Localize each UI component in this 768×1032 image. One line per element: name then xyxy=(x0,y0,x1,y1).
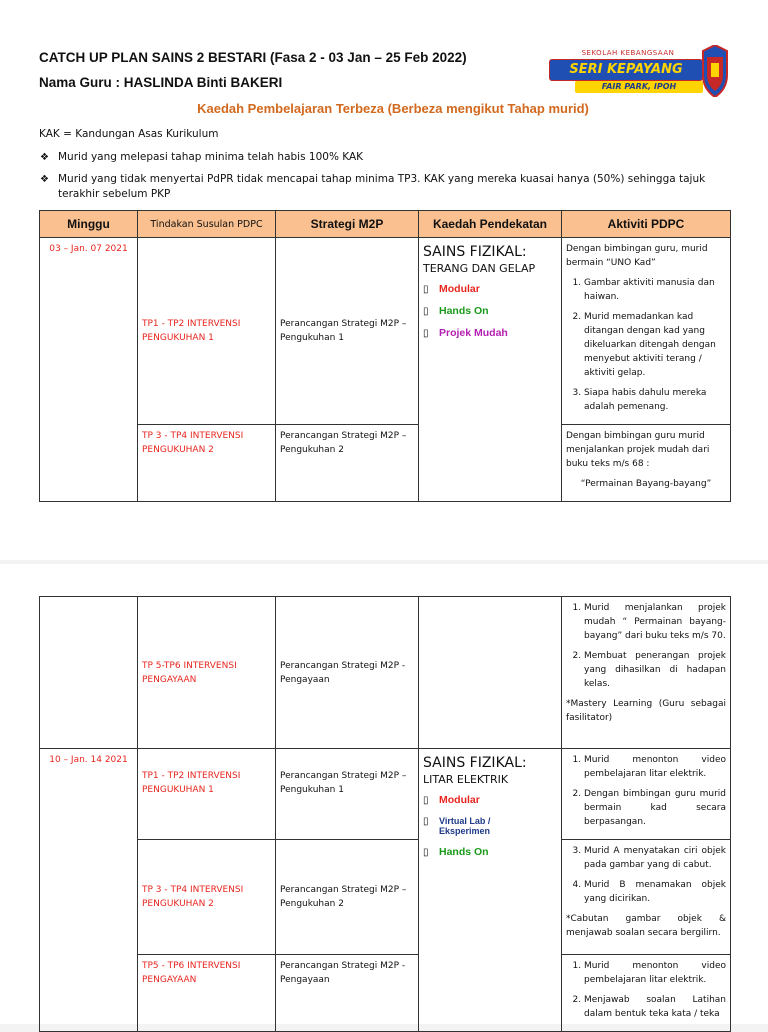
list-item: 1. Murid menjalankan projek mudah “ Permainan bayang-bayang” dari buku teks m/s 70. xyxy=(584,601,726,643)
activity-text: Dengan bimbingan guru murid menjalankan projek mudah dari buku teks m/s 68 : xyxy=(566,431,710,469)
method-item: ▯ Projek Mudah xyxy=(423,327,508,339)
logo-top-text: SEKOLAH KEBANGSAAN xyxy=(581,49,675,57)
list-item: 2. Membuat penerangan projek yang dihasilkan di hadapan kelas. xyxy=(584,649,726,691)
logo-subtext: FAIR PARK, IPOH xyxy=(575,81,703,93)
list-item: 2. Menjawab soalan Latihan dalam bentuk teka kata / teka xyxy=(584,993,726,1021)
table-row xyxy=(40,749,731,840)
school-crest-icon xyxy=(701,45,729,97)
checkbox-icon: ▯ xyxy=(423,284,429,295)
activity-note: *Mastery Learning (Guru sebagai fasilitator) xyxy=(566,699,726,723)
diamond-bullet-icon: ❖ xyxy=(40,174,49,185)
aktiviti-cell xyxy=(562,238,731,425)
header-strategi: Strategi M2P xyxy=(276,211,419,238)
table-row xyxy=(40,425,731,502)
method-item: ▯ Hands On xyxy=(423,305,489,317)
week-date: 03 – Jan. 07 2021 xyxy=(40,238,138,502)
checkbox-icon: ▯ xyxy=(423,306,429,317)
header-aktiviti: Aktiviti PDPC xyxy=(562,211,731,238)
tindakan-cell: TP5 - TP6 INTERVENSI PENGAYAAN xyxy=(138,955,276,1032)
table-header-row xyxy=(40,211,731,238)
activity-list xyxy=(566,959,726,1021)
method-item: ▯ Modular xyxy=(423,794,480,806)
subtopic-heading: LITAR ELEKTRIK xyxy=(423,773,509,786)
diamond-bullet-icon: ❖ xyxy=(40,152,49,163)
strategi-cell: Perancangan Strategi M2P – Pengukuhan 2 xyxy=(276,840,419,955)
list-item: 3. Murid A menyatakan ciri objek pada gambar yang di cabut. xyxy=(584,844,726,872)
list-item: 1. Gambar aktiviti manusia dan haiwan. xyxy=(584,276,726,304)
kaedah-cell xyxy=(419,238,562,502)
aktiviti-cell xyxy=(562,597,731,749)
school-logo xyxy=(545,45,730,100)
aktiviti-cell xyxy=(562,749,731,840)
logo-banner: SERI KEPAYANG xyxy=(549,59,703,81)
activity-quote: “Permainan Bayang-bayang” xyxy=(580,479,712,489)
tindakan-cell: TP 3 - TP4 INTERVENSI PENGUKUHAN 2 xyxy=(138,840,276,955)
checkbox-icon: ▯ xyxy=(423,795,429,806)
tindakan-cell: TP1 - TP2 INTERVENSI PENGUKUHAN 1 xyxy=(138,238,276,425)
table-row xyxy=(40,840,731,955)
tindakan-cell: TP 3 - TP4 INTERVENSI PENGUKUHAN 2 xyxy=(138,425,276,502)
list-item: 4. Murid B menamakan objek yang dicirikan. xyxy=(584,878,726,906)
activity-list xyxy=(566,276,726,414)
aktiviti-cell xyxy=(562,955,731,1032)
document-title: CATCH UP PLAN SAINS 2 BESTARI (Fasa 2 - 03 Jan – 25 Feb 2022) xyxy=(39,50,467,65)
aktiviti-cell xyxy=(562,840,731,955)
kak-definition: KAK = Kandungan Asas Kurikulum xyxy=(39,128,219,140)
list-item: 1. Murid menonton video pembelajaran litar elektrik. xyxy=(584,959,726,987)
checkbox-icon: ▯ xyxy=(423,847,429,858)
teacher-name: Nama Guru : HASLINDA Binti BAKERI xyxy=(39,75,283,90)
kaedah-cell-empty xyxy=(419,597,562,749)
method-item: ▯ Hands On xyxy=(423,846,489,858)
strategi-cell: Perancangan Strategi M2P - Pengayaan xyxy=(276,597,419,749)
aktiviti-cell xyxy=(562,425,731,502)
strategi-cell: Perancangan Strategi M2P – Pengukuhan 2 xyxy=(276,425,419,502)
list-item: 3. Siapa habis dahulu mereka adalah pemenang. xyxy=(584,386,726,414)
subtopic-heading: TERANG DAN GELAP xyxy=(423,262,536,275)
checkbox-icon: ▯ xyxy=(423,328,429,339)
document-subtitle: Kaedah Pembelajaran Terbeza (Berbeza mengikut Tahap murid) xyxy=(197,101,589,116)
strategi-cell: Perancangan Strategi M2P – Pengukuhan 1 xyxy=(276,238,419,425)
activity-list xyxy=(566,844,726,906)
activity-intro: Dengan bimbingan guru, murid bermain “UNO Kad” xyxy=(566,244,708,268)
week-date-empty xyxy=(40,597,138,749)
table-row xyxy=(40,955,731,1032)
list-item: 2. Murid memadankan kad ditangan dengan kad yang dikeluarkan ditengah dengan menyebut aktiviti terang / aktiviti gelap. xyxy=(584,310,726,380)
strategi-cell: Perancangan Strategi M2P – Pengukuhan 1 xyxy=(276,749,419,840)
tindakan-cell: TP1 - TP2 INTERVENSI PENGUKUHAN 1 xyxy=(138,749,276,840)
table-row xyxy=(40,597,731,749)
plan-table-page-2 xyxy=(39,596,731,1032)
method-item: ▯ Modular xyxy=(423,283,480,295)
topic-heading: SAINS FIZIKAL: xyxy=(423,755,527,771)
checkbox-icon: ▯ xyxy=(423,816,429,827)
strategi-cell: Perancangan Strategi M2P - Pengayaan xyxy=(276,955,419,1032)
table-row xyxy=(40,238,731,425)
activity-note: *Cabutan gambar objek & menjawab soalan secara bergilirn. xyxy=(566,914,726,938)
activity-list xyxy=(566,753,726,829)
header-tindakan: Tindakan Susulan PDPC xyxy=(138,211,276,238)
week-date: 10 – Jan. 14 2021 xyxy=(40,749,138,1032)
header-minggu: Minggu xyxy=(40,211,138,238)
plan-table-page-1 xyxy=(39,210,731,502)
list-item: 2. Dengan bimbingan guru murid bermain kad secara berpasangan. xyxy=(584,787,726,829)
note-bullet-1: ❖ Murid yang melepasi tahap minima telah habis 100% KAK xyxy=(40,151,364,163)
activity-list xyxy=(566,601,726,691)
method-item: ▯ Virtual Lab / Eksperimen xyxy=(423,816,491,836)
note-bullet-2: ❖ Murid yang tidak menyertai PdPR tidak mencapai tahap minima TP3. KAK yang mereka kuasai hanya (50%) sehingga tajuk terakhir sebelum PKP xyxy=(40,173,706,200)
tindakan-cell: TP 5-TP6 INTERVENSI PENGAYAAN xyxy=(138,597,276,749)
list-item: 1. Murid menonton video pembelajaran litar elektrik. xyxy=(584,753,726,781)
topic-heading: SAINS FIZIKAL: xyxy=(423,244,527,260)
kaedah-cell xyxy=(419,749,562,1032)
header-kaedah: Kaedah Pendekatan xyxy=(419,211,562,238)
